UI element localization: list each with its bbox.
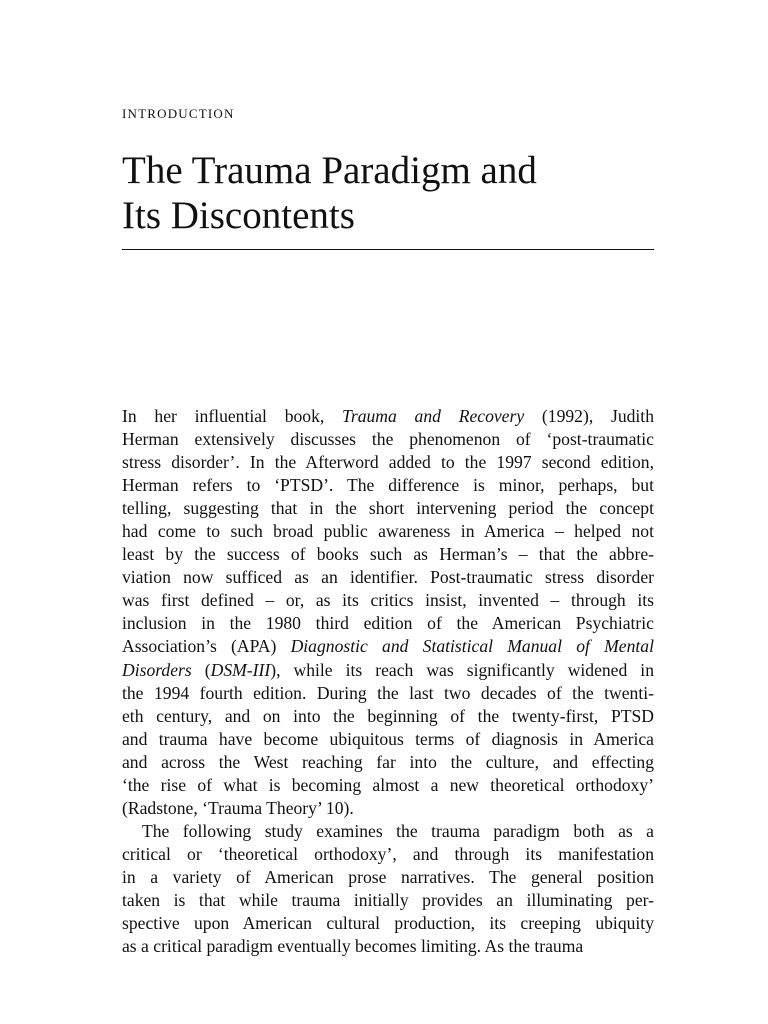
chapter-title-line: The Trauma Paradigm and <box>122 149 537 192</box>
text-run: had come to such broad public awareness in America – helped not <box>122 521 654 542</box>
text-run: (Radstone, ‘Trauma Theory’ 10). <box>122 797 354 818</box>
text-run: least by the success of books such as Herman’s – that the abbre- <box>122 544 654 565</box>
text-run: the 1994 fourth edition. During the last two decades of the twenti- <box>122 682 654 703</box>
text-run: (1992), Judith <box>524 406 654 426</box>
text-line <box>122 428 654 451</box>
text-line <box>122 635 654 658</box>
text-run: ), while its reach was significantly widened in <box>270 659 654 680</box>
text-line <box>122 474 654 497</box>
text-line <box>122 935 654 958</box>
text-run: spective upon American cultural production, its creeping ubiquity <box>122 913 654 934</box>
text-line <box>122 451 654 474</box>
paragraph-2 <box>122 820 654 958</box>
text-run: in a variety of American prose narratives. The general position <box>122 866 654 887</box>
italic-text: DSM-III <box>210 659 271 680</box>
text-run: as a critical paradigm eventually becomes limiting. As the trauma <box>122 936 584 957</box>
text-run: Association’s (APA) <box>122 636 291 657</box>
text-run: viation now sufficed as an identifier. Post-traumatic stress disorder <box>122 567 654 588</box>
text-line <box>122 774 654 797</box>
italic-text: Diagnostic and Statistical Manual of Mental <box>290 636 654 657</box>
text-line <box>122 705 654 728</box>
text-line <box>122 659 654 682</box>
text-line <box>122 820 654 843</box>
text-run: stress disorder’. In the Afterword added to the 1997 second edition, <box>122 452 654 473</box>
text-run: was first defined – or, as its critics insist, invented – through its <box>122 590 654 611</box>
text-run: ‘the rise of what is becoming almost a new theoretical orthodoxy’ <box>122 774 654 795</box>
text-run: Herman extensively discusses the phenomenon of ‘post-traumatic <box>122 429 654 450</box>
text-run: The following study examines the trauma paradigm both as a <box>142 820 654 841</box>
chapter-title-line: Its Discontents <box>122 194 355 237</box>
text-run: eth century, and on into the beginning of the twenty-first, PTSD <box>122 705 654 726</box>
text-run: taken is that while trauma initially provides an illuminating per- <box>122 889 654 910</box>
body-text <box>122 405 654 958</box>
text-line <box>122 405 654 428</box>
text-run: In her influential book, <box>122 406 343 426</box>
text-run: and across the West reaching far into the culture, and effecting <box>122 751 654 772</box>
text-line <box>122 497 654 520</box>
text-line <box>122 520 654 543</box>
text-run: and trauma have become ubiquitous terms of diagnosis in America <box>122 728 654 749</box>
text-line <box>122 543 654 566</box>
text-run: ( <box>191 659 211 680</box>
section-label: INTRODUCTION <box>122 106 235 121</box>
text-run: Herman refers to ‘PTSD’. The difference is minor, perhaps, but <box>122 475 654 496</box>
text-line <box>122 566 654 589</box>
text-line <box>122 751 654 774</box>
text-line <box>122 912 654 935</box>
text-line <box>122 843 654 866</box>
text-run: inclusion in the 1980 third edition of the American Psychiatric <box>122 613 654 634</box>
text-line <box>122 866 654 889</box>
text-line <box>122 728 654 751</box>
text-line <box>122 589 654 612</box>
text-run: telling, suggesting that in the short intervening period the concept <box>122 498 654 519</box>
title-rule <box>122 249 654 250</box>
italic-text: Trauma and Recovery <box>342 406 525 426</box>
text-run: critical or ‘theoretical orthodoxy’, and through its manifestation <box>122 843 654 864</box>
chapter-title <box>122 148 662 238</box>
text-line <box>122 682 654 705</box>
paragraph-1 <box>122 405 654 820</box>
text-line <box>122 889 654 912</box>
italic-text: Disorders <box>122 659 192 680</box>
text-line <box>122 612 654 635</box>
text-line <box>122 797 654 820</box>
